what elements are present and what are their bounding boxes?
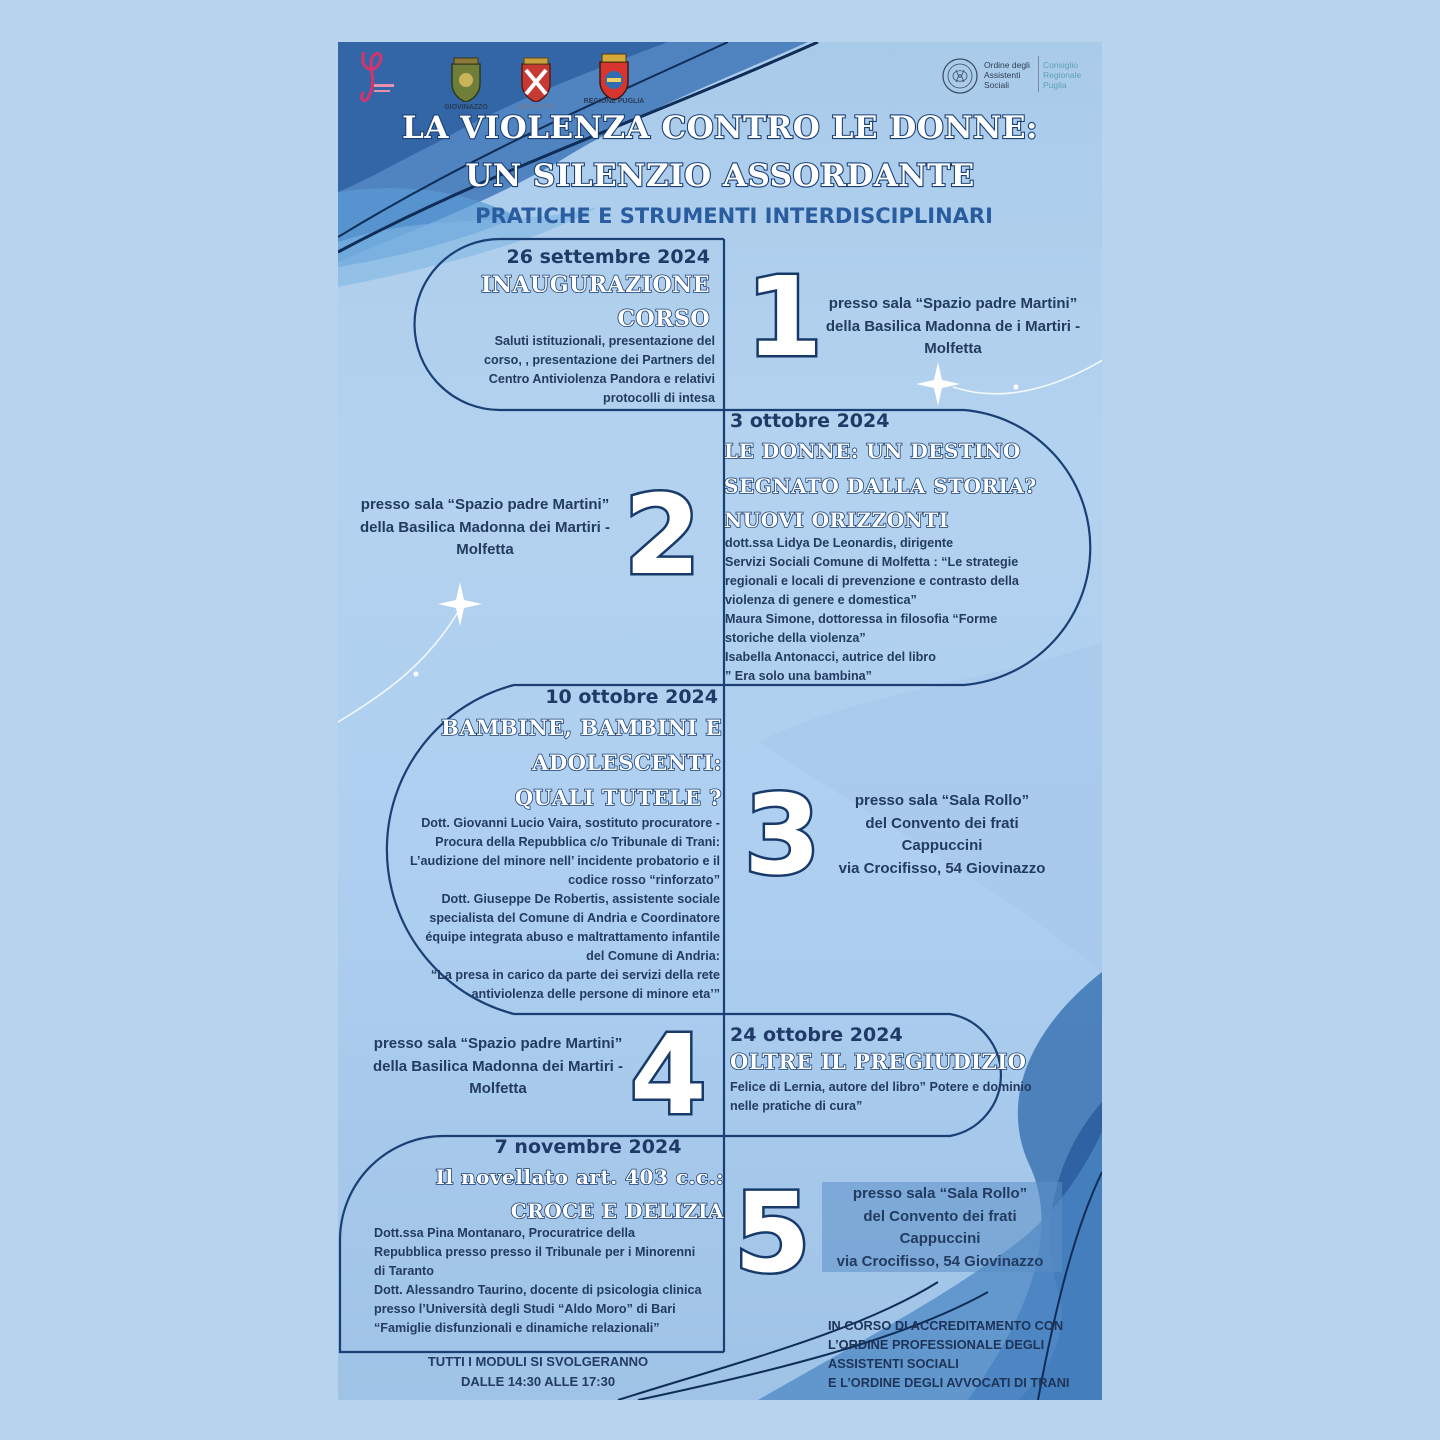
module-4-number: 4 bbox=[630, 1011, 707, 1139]
module-5-number: 5 bbox=[734, 1169, 811, 1297]
module-2-number: 2 bbox=[624, 471, 701, 599]
module-4-body: Felice di Lernia, autore del libro” Potere e dominio nelle pratiche di cura” bbox=[730, 1080, 1032, 1113]
module-2-title: LE DONNE: UN DESTINO SEGNATO DALLA STORIA? NUOVI ORIZZONTI bbox=[724, 439, 1037, 532]
council-name: Consiglio Regionale Puglia bbox=[1043, 60, 1082, 90]
poster bbox=[338, 42, 1102, 1400]
module-3-venue: presso sala “Sala Rollo” del Convento dei frati Cappuccini via Crocifisso, 54 Giovinazzo bbox=[838, 792, 1046, 877]
module-4-title: OLTRE IL PREGIUDIZIO bbox=[730, 1049, 1027, 1074]
module-1-number: 1 bbox=[746, 253, 823, 381]
logo-caption: MOLFETTA bbox=[517, 104, 555, 111]
module-5-venue: presso sala “Sala Rollo” del Convento dei frati Cappuccini via Crocifisso, 54 Giovinazzo bbox=[836, 1185, 1044, 1270]
module-1-title: INAUGURAZIONE CORSO bbox=[481, 272, 710, 332]
logo-caption: GIOVINAZZO bbox=[444, 104, 488, 111]
module-1-date: 26 settembre 2024 bbox=[506, 246, 710, 268]
order-name: Ordine degli Assistenti Sociali bbox=[984, 60, 1030, 90]
module-5-title: Il novellato art. 403 c.c.: CROCE E DELIZIA bbox=[435, 1165, 724, 1223]
puglia-crest-icon bbox=[596, 52, 632, 100]
module-3-title: BAMBINE, BAMBINI E ADOLESCENTI: QUALI TUTELE ? bbox=[441, 715, 722, 810]
module-1-venue: presso sala “Spazio padre Martini” della Basilica Madonna de i Martiri - Molfetta bbox=[825, 295, 1081, 357]
ribbon-logo-icon bbox=[350, 48, 400, 106]
module-4-venue: presso sala “Spazio padre Martini” della Basilica Madonna dei Martiri - Molfetta bbox=[372, 1035, 624, 1097]
divider bbox=[1038, 56, 1039, 92]
module-1-body: Saluti istituzionali, presentazione del corso, , presentazione dei Partners del Centro Antiviolenza Pandora e relativi protocolli di intesa bbox=[484, 334, 715, 405]
module-2-body: dott.ssa Lidya De Leonardis, dirigente Servizi Sociali Comune di Molfetta : “Le strategie regionali e locali di prevenzione e contrasto della violenza di genere e domestica” Maura Simone, dottoressa in filosofia “Forme storiche della violenza” Isabella Antonacci, autrice del libro ” Era solo una bambina” bbox=[725, 536, 1019, 683]
giovinazzo-crest-icon bbox=[446, 56, 486, 102]
module-3-date: 10 ottobre 2024 bbox=[545, 686, 718, 708]
module-5-date: 7 novembre 2024 bbox=[494, 1136, 682, 1158]
molfetta-crest-icon bbox=[516, 56, 556, 102]
order-logo bbox=[940, 56, 1100, 96]
module-3-body: Dott. Giovanni Lucio Vaira, sostituto procuratore - Procura della Repubblica c/o Tribunale di Trani: L’audizione del minore nell’ incidente probatorio e il codice rosso “rinforzato” Dott. Giuseppe De Robertis, assistente sociale specialista del Comune di Andria e Coordinatore équipe integrata abuso e maltrattamento infantile del Comune di Andria: “La presa in carico da parte dei servizi della rete antiviolenza delle persone di minore eta’” bbox=[410, 816, 720, 1001]
module-4-date: 24 ottobre 2024 bbox=[730, 1024, 903, 1046]
logo-caption: REGIONE PUGLIA bbox=[583, 98, 645, 105]
page-title: LA VIOLENZA CONTRO LE DONNE: bbox=[402, 110, 1038, 146]
module-2-venue: presso sala “Spazio padre Martini” della Basilica Madonna dei Martiri - Molfetta bbox=[359, 496, 611, 558]
subtitle: PRATICHE E STRUMENTI INTERDISCIPLINARI bbox=[475, 204, 993, 228]
accreditation-note: IN CORSO DI ACCREDITAMENTO CON L’ORDINE PROFESSIONALE DEGLI ASSISTENTI SOCIALI E L’ORDINE DEGLI AVVOCATI DI TRANI bbox=[828, 1318, 1070, 1390]
order-seal-icon bbox=[940, 56, 980, 96]
module-3-number: 3 bbox=[744, 771, 821, 899]
module-5-body: Dott.ssa Pina Montanaro, Procuratrice della Repubblica presso presso il Tribunale per i Minorenni di Taranto Dott. Alessandro Taurino, docente di psicologia clinica presso l’Università degli Studi “Aldo Moro” di Bari “Famiglie disfunzionali e dinamiche relazionali” bbox=[374, 1226, 702, 1335]
schedule-note: TUTTI I MODULI SI SVOLGERANNO DALLE 14:30 ALLE 17:30 bbox=[427, 1354, 649, 1389]
module-2-date: 3 ottobre 2024 bbox=[730, 410, 890, 432]
page-title-line2: UN SILENZIO ASSORDANTE bbox=[465, 158, 975, 194]
